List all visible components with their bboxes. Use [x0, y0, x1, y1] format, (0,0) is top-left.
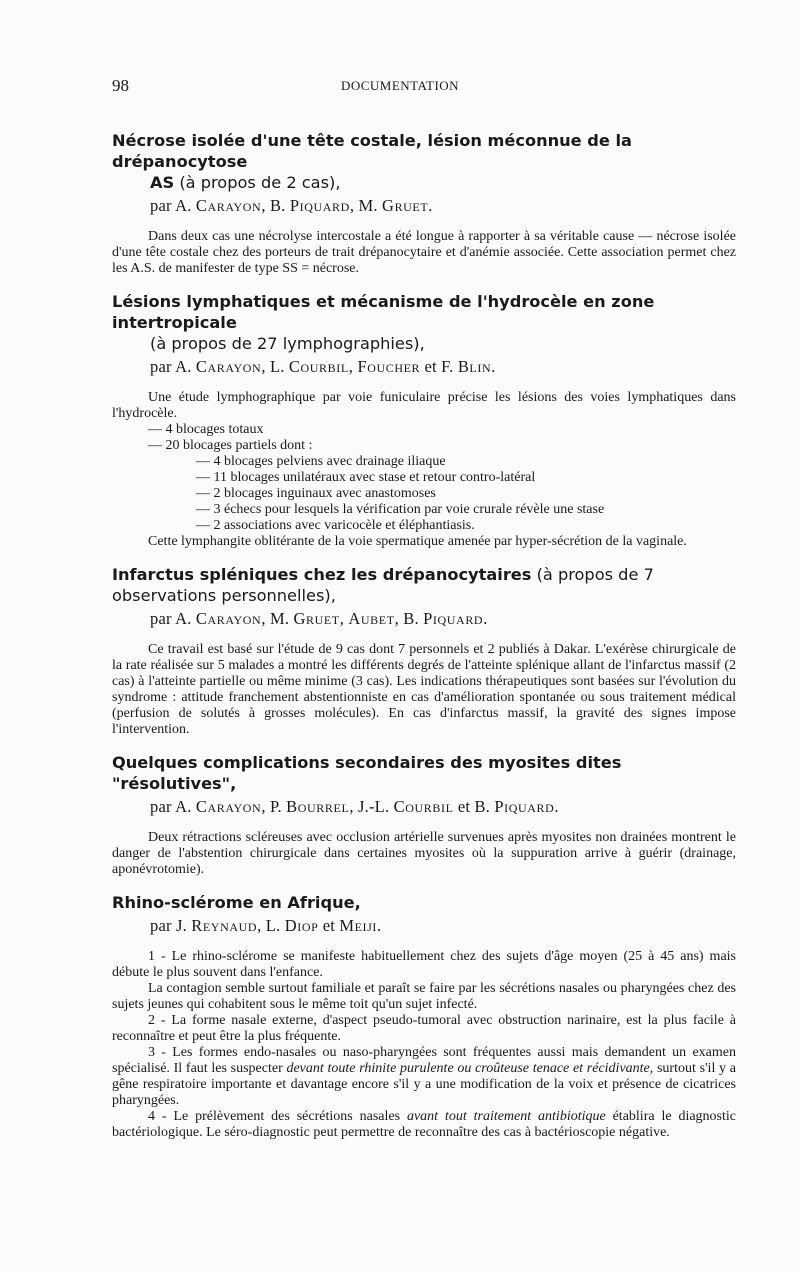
authors-line	[150, 797, 736, 817]
author-name: Foucher	[357, 357, 421, 376]
article-title	[112, 130, 736, 193]
author-sep: .	[483, 609, 488, 628]
title-text: Lésions lymphatiques et mécanisme de l'hydrocèle en zone intertropicale	[112, 292, 655, 332]
title-text: Rhino-sclérome en Afrique,	[112, 893, 361, 912]
text-run: surtout s'il y a gêne respiratoire importante et davantage encore s'il y a une modification de la voix et présence de cicatrices pharyngées.	[112, 1061, 736, 1108]
paragraph: Une étude lymphographique par voie funiculaire précise les lésions des voies lymphatiques dans l'hydrocèle.	[112, 390, 736, 421]
author-sep: , B.	[261, 196, 290, 215]
author-sep: , M.	[349, 196, 383, 215]
author-name: Piquard	[494, 797, 555, 816]
paragraph: Dans deux cas une nécrolyse intercostale a été longue à rapporter à sa véritable cause — nécrose isolée d'une tête costale chez des porteurs de trait drépanocytaire et d'anémie associée. Cette association permet chez les A.S. de manifester de type SS = nécrose.	[112, 229, 736, 276]
article-rib-necrosis	[112, 130, 736, 277]
list-item: — 2 blocages inguinaux avec anastomoses	[196, 486, 436, 501]
list-item: — 4 blocages totaux	[148, 422, 264, 437]
author-sep: et	[318, 916, 340, 935]
title-text: Quelques complications secondaires des myosites dites "résolutives",	[112, 753, 622, 793]
title-text: AS	[150, 173, 175, 192]
authors-prefix: par J.	[150, 916, 192, 935]
authors-line	[150, 357, 736, 377]
author-name: Carayon	[195, 196, 262, 215]
text-run: 3 - Les formes endo-nasales ou naso-pharyngées sont fréquentes aussi mais demandent un examen spécialisé. Il faut les suspecter	[112, 1045, 736, 1076]
article-title	[112, 892, 736, 913]
italic-text: avant tout traitement antibiotique	[406, 1109, 606, 1124]
author-name: Courbil	[393, 797, 454, 816]
author-name: Carayon	[195, 797, 262, 816]
author-sep: , J.-L.	[349, 797, 394, 816]
author-sep: .	[377, 916, 382, 935]
paragraph: 1 - Le rhino-sclérome se manifeste habituellement chez des sujets d'âge moyen (25 à 45 ans) mais débute le plus souvent dans l'enfance.	[112, 949, 736, 980]
article-myositis	[112, 752, 736, 878]
author-name: Gruet	[382, 196, 429, 215]
list-item: — 3 échecs pour lesquels la vérification par voie crurale révèle une stase	[196, 502, 605, 517]
page-number: 98	[112, 76, 129, 95]
page-content	[112, 130, 736, 1155]
authors-line	[150, 609, 736, 629]
article-body	[112, 642, 736, 738]
list-item: — 2 associations avec varicocèle et éléphantiasis.	[196, 518, 475, 533]
author-sep: ,	[348, 357, 358, 376]
title-text: Nécrose isolée d'une tête costale, lésion méconnue de la drépanocytose	[112, 131, 632, 171]
author-name: Carayon	[195, 357, 262, 376]
authors-prefix: par A.	[150, 609, 196, 628]
author-sep: .	[428, 196, 433, 215]
paragraph: Ce travail est basé sur l'étude de 9 cas dont 7 personnels et 2 publiés à Dakar. L'exérèse chirurgicale de la rate réalisée sur 5 malades a montré les différents degrés de l'atteinte splénique allant de l'infarctus massif (2 cas) à l'atteinte partielle ou même minime (3 cas). Les indications thérapeutiques sont basées sur l'évolution du syndrome : attitude franchement abstentionniste en cas d'amélioration spontanée ou sous traitement médical (perfusion de solutés à grosses molécules). En cas d'infarctus massif, la gravité des signes impose l'intervention.	[112, 642, 736, 737]
authors-line	[150, 916, 736, 936]
paragraph: Cette lymphangite oblitérante de la voie spermatique amenée par hyper-sécrétion de la vaginale.	[148, 534, 687, 549]
blockage-list	[112, 422, 736, 534]
author-name: Gruet	[293, 609, 340, 628]
paragraph: Deux rétractions scléreuses avec occlusion artérielle survenues après myosites non drainées montrent le danger de l'abstention chirurgicale dans certaines myosites où la suppuration arrive à guérir (drainage, aponévrotomie).	[112, 830, 736, 877]
article-title	[112, 291, 736, 354]
author-sep: et B.	[453, 797, 495, 816]
article-rhinoscleroma	[112, 892, 736, 1141]
article-body	[112, 390, 736, 550]
article-body	[112, 949, 736, 1141]
running-head: DOCUMENTATION	[340, 78, 460, 93]
text-run: établira le diagnostic bactériologique. Le séro-diagnostic peut permettre de reconnaître des cas à bactérioscopie négative.	[112, 1109, 736, 1140]
paragraph	[112, 1045, 736, 1109]
author-name: Piquard	[423, 609, 484, 628]
author-sep: , L.	[261, 357, 289, 376]
authors-prefix: par A.	[150, 797, 196, 816]
author-sep: , M.	[261, 609, 294, 628]
title-note: (à propos de 2 cas),	[174, 173, 341, 192]
author-name: Aubet	[348, 609, 395, 628]
article-hydrocele	[112, 291, 736, 550]
article-title	[112, 564, 736, 606]
author-sep: , B.	[394, 609, 424, 628]
article-title	[112, 752, 736, 794]
authors-line	[150, 196, 736, 216]
title-note: (à propos de 7 observations personnelles),	[112, 565, 654, 605]
author-name: Blin	[457, 357, 492, 376]
list-item: — 20 blocages partiels dont :	[148, 438, 313, 453]
author-sep: , L.	[257, 916, 285, 935]
italic-text: devant toute rhinite purulente ou croûteuse tenace et récidivante,	[286, 1061, 654, 1076]
author-sep: .	[491, 357, 496, 376]
title-continuation	[112, 172, 736, 193]
paragraph	[112, 1109, 736, 1141]
author-name: Carayon	[195, 609, 262, 628]
list-item: — 4 blocages pelviens avec drainage iliaque	[196, 454, 446, 469]
article-body	[112, 830, 736, 878]
title-note: (à propos de 27 lymphographies),	[150, 334, 425, 353]
paragraph: 2 - La forme nasale externe, d'aspect pseudo-tumoral avec obstruction narinaire, est la plus facile à reconnaître et peut être la plus fréquente.	[112, 1013, 736, 1044]
author-name: Courbil	[288, 357, 349, 376]
author-name: Diop	[284, 916, 319, 935]
author-sep: , P.	[261, 797, 287, 816]
paragraph: La contagion semble surtout familiale et paraît se faire par les sécrétions nasales ou pharyngées chez des sujets jeunes qui cohabitent sous le même toit qu'un sujet infecté.	[112, 981, 736, 1012]
article-splenic-infarction	[112, 564, 736, 738]
author-sep: ,	[339, 609, 349, 628]
author-sep: et F.	[420, 357, 458, 376]
author-sep: .	[554, 797, 559, 816]
authors-prefix: par A.	[150, 357, 196, 376]
author-name: Reynaud	[191, 916, 258, 935]
article-body	[112, 229, 736, 277]
author-name: Meiji	[339, 916, 378, 935]
author-name: Bourrel	[286, 797, 350, 816]
authors-prefix: par A.	[150, 196, 196, 215]
title-text: Infarctus spléniques chez les drépanocytaires	[112, 565, 532, 584]
text-run: 4 - Le prélèvement des sécrétions nasales	[148, 1109, 407, 1124]
author-name: Piquard	[289, 196, 350, 215]
list-item: — 11 blocages unilatéraux avec stase et retour contro-latéral	[196, 470, 536, 485]
